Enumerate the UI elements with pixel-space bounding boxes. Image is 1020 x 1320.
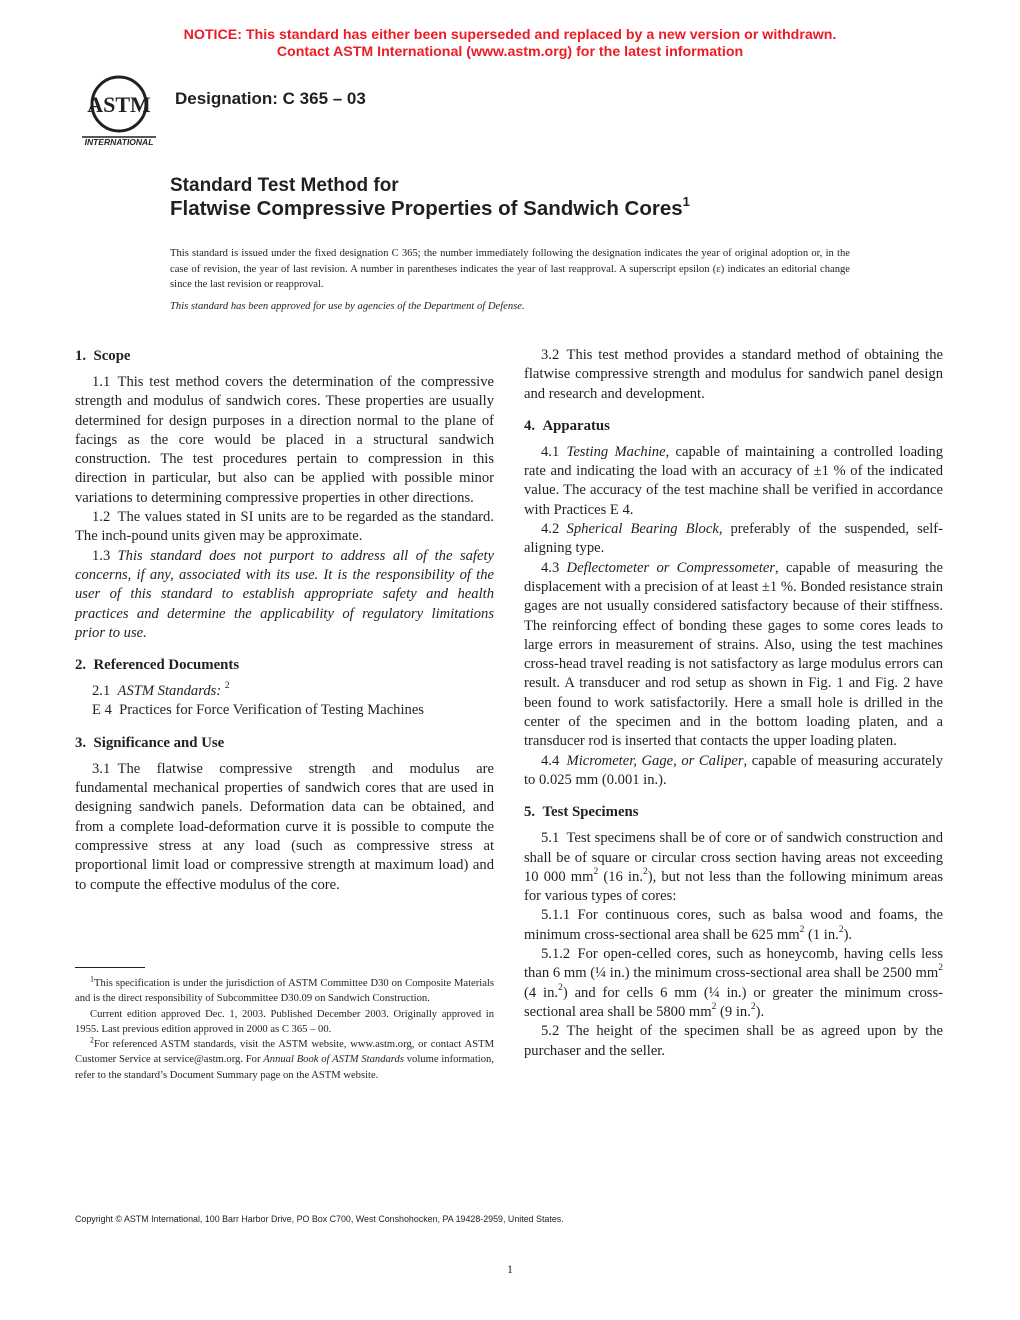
para-number: 4.2	[541, 521, 567, 538]
para-text: , capable of measuring accurately to 0.025 mm (0.001 in.).	[524, 752, 943, 788]
para-4-3	[524, 559, 943, 752]
para-3-2: 3.2 This test method provides a standard method of obtaining the flatwise compressive strength and modulus for sandwich panel design and research and development.	[524, 347, 943, 402]
logo-text: ASTM	[87, 92, 151, 117]
para-text: (9 in.	[716, 1003, 751, 1020]
para-number: 1.3	[92, 547, 118, 564]
para-number: 4.1	[541, 443, 567, 460]
superscript: 2	[799, 924, 805, 935]
para-4-1	[524, 443, 943, 520]
superscript: 2	[838, 924, 844, 935]
para-text: ).	[755, 1003, 765, 1020]
section-heading-test-specimens: 5. Test Specimens	[524, 804, 639, 821]
copyright-line: Copyright © ASTM International, 100 Barr Harbor Drive, PO Box C700, West Conshohocken, PA 19428-2959, United States.	[75, 1214, 564, 1224]
notice-line-1: NOTICE: This standard has either been superseded and replaced by a new version or withdrawn.	[183, 27, 837, 43]
footnote-mark-2[interactable]: 2	[224, 681, 230, 692]
right-column	[524, 346, 943, 1061]
superscript: 2	[558, 982, 563, 993]
section-heading-referenced-documents: 2. Referenced Documents	[75, 657, 240, 674]
para-text: 5.1.2 For open-celled cores, such as honeycomb, having cells less than 6 mm (¼ in.) the minimum cross-sectional area shall be 2500 mm	[524, 946, 943, 982]
para-text: (16 in.	[598, 868, 643, 885]
footnotes	[75, 976, 494, 1083]
footnote-text: For referenced ASTM standards, visit the ASTM website, www.astm.org, or contact ASTM Customer Service at service@astm.org. For	[75, 1039, 494, 1066]
footnote-1-edition: Current edition approved Dec. 1, 2003. Published December 2003. Originally approved in 1955. Last previous edition approved in 2000 as C 365 – 00.	[75, 1008, 494, 1035]
para-text: ), but not less than the following minimum areas for various types of cores:	[524, 868, 943, 905]
footnote-rule	[75, 967, 145, 968]
astm-logo-icon	[74, 74, 164, 149]
para-1-2: 1.2 The values stated in SI units are to be regarded as the standard. The inch-pound units given may be approximate.	[75, 509, 494, 545]
para-2-1	[75, 682, 494, 701]
para-number: 4.4	[541, 752, 567, 769]
safety-caveat-text: This standard does not purport to address all of the safety concerns, if any, associated with its use. It is the responsibility of the user of this standard to establish appropriate safety and health practices and determine the applicability of regulatory limitations prior to use.	[75, 547, 494, 641]
superscript: 2	[711, 1002, 717, 1013]
section-heading-scope: 1. Scope	[75, 348, 131, 364]
logo-caption: INTERNATIONAL	[84, 137, 154, 147]
left-column	[75, 346, 494, 895]
footnote-1	[75, 976, 494, 1007]
reference-e4: E 4 Practices for Force Verification of Testing Machines	[92, 702, 424, 719]
term-deflectometer: Deflectometer or Compressometer	[566, 559, 776, 576]
para-text: , capable of maintaining a controlled loading rate and indicating the load with an accuracy of ±1 % of the indicated value. The accuracy of the test machine shall be verified in accordance with Practices E 4.	[524, 443, 943, 518]
para-4-4	[524, 752, 943, 791]
para-text: ).	[843, 926, 853, 943]
term-bearing-block: Spherical Bearing Block	[566, 521, 719, 538]
footnote-text: volume information, refer to the standard’s Document Summary page on the ASTM website.	[75, 1054, 494, 1081]
section-heading-apparatus: 4. Apparatus	[524, 417, 610, 434]
footnote-italic-text: Annual Book of ASTM Standards	[263, 1054, 404, 1066]
superseded-notice	[0, 27, 1020, 61]
para-text: (4 in.	[524, 984, 559, 1001]
footnote-mark: 2	[90, 1035, 94, 1045]
notice-line-2: Contact ASTM International (www.astm.org) for the latest information	[276, 44, 744, 60]
designation: Designation: C 365 – 03	[175, 89, 366, 108]
superscript: 2	[642, 866, 648, 877]
astm-standards-label: ASTM Standards:	[117, 683, 222, 700]
para-text: , preferably of the suspended, self-aligning type.	[524, 521, 943, 557]
superscript: 2	[750, 1002, 756, 1013]
title-text: Flatwise Compressive Properties of Sandwich Cores	[170, 197, 683, 220]
para-1-3	[75, 547, 494, 643]
para-text: 5.1.1 For continuous cores, such as balsa wood and foams, the minimum cross-sectional area shall be 625 mm	[524, 907, 943, 943]
title-footnote-mark[interactable]: 1	[682, 194, 690, 209]
footnote-text: This specification is under the jurisdiction of ASTM Committee D30 on Composite Materials and is the direct responsibility of Subcommittee D30.09 on Sandwich Construction.	[75, 978, 494, 1005]
title-line-2	[170, 194, 690, 221]
footnote-2	[75, 1037, 494, 1083]
issuance-note: This standard is issued under the fixed designation C 365; the number immediately following the designation indicates the year of original adoption or, in the case of revision, the year of last revision. A number in parentheses indicates the year of last reapproval. A superscript epsilon (ε) indicates an editorial change since the last revision or reapproval.	[170, 248, 850, 290]
para-number: 4.3	[541, 559, 567, 576]
page-number: 1	[507, 1262, 513, 1276]
para-5-2: 5.2 The height of the specimen shall be as agreed upon by the purchaser and the seller.	[524, 1023, 943, 1059]
section-heading-significance: 3. Significance and Use	[75, 734, 225, 751]
superscript: 2	[938, 963, 943, 974]
para-text: , capable of measuring the displacement with a precision of at least ±1 %. Bonded resistance strain gages are not usually considered satisfactory because of their stiffness. The reinforcing effect of bonding these gages to some cores leads to large errors in measurement of strains. Also, using the test machines cross-head travel reading is not satisfactory as large modulus errors can result. A transducer and rod setup as shown in Fig. 1 and Fig. 2 have been found to work satisfactorily. Here a small hole is drilled in the center of the specimen and in the bottom loading platen, and a transducer rod is inserted that contacts the upper loading platen.	[524, 559, 943, 750]
title-line-1: Standard Test Method for	[170, 175, 399, 196]
footnote-mark: 1	[90, 974, 94, 984]
para-5-1-2	[524, 945, 943, 1022]
dod-approval-note: This standard has been approved for use by agencies of the Department of Defense.	[170, 301, 525, 312]
term-testing-machine: Testing Machine	[566, 443, 666, 460]
para-text: 5.1 Test specimens shall be of core or of sandwich construction and shall be of square or circular cross section having areas not exceeding 10 000 mm	[524, 830, 943, 885]
para-4-2	[524, 520, 943, 559]
term-micrometer: Micrometer, Gage, or Caliper	[566, 752, 744, 769]
para-number: 2.1	[92, 683, 118, 700]
para-5-1-1	[524, 906, 943, 945]
para-5-1	[524, 829, 943, 906]
para-3-1: 3.1 The flatwise compressive strength and modulus are fundamental mechanical properties of sandwich cores that are used in designing sandwich panels. Deformation data can be obtained, and from a complete load-deformation curve it is possible to compute the compressive stress at any load (such as compressive stress at proportional limit load or compressive strength at maximum load) and to compute the effective modulus of the core.	[75, 760, 494, 893]
superscript: 2	[593, 866, 599, 877]
astm-logo	[74, 74, 164, 149]
para-text: ) and for cells 6 mm (¼ in.) or greater the minimum cross-sectional area shall be 5800 mm	[524, 984, 943, 1020]
para-text: (1 in.	[804, 926, 839, 943]
para-1-1: 1.1 This test method covers the determination of the compressive strength and modulus of sandwich cores. These properties are usually determined for design purposes in a direction normal to the plane of facings as the core would be placed in a structural sandwich construction. The test procedures pertain to compression in this direction in particular, but also can be applied with possible minor variations to determining compressive properties in other directions.	[75, 374, 494, 506]
